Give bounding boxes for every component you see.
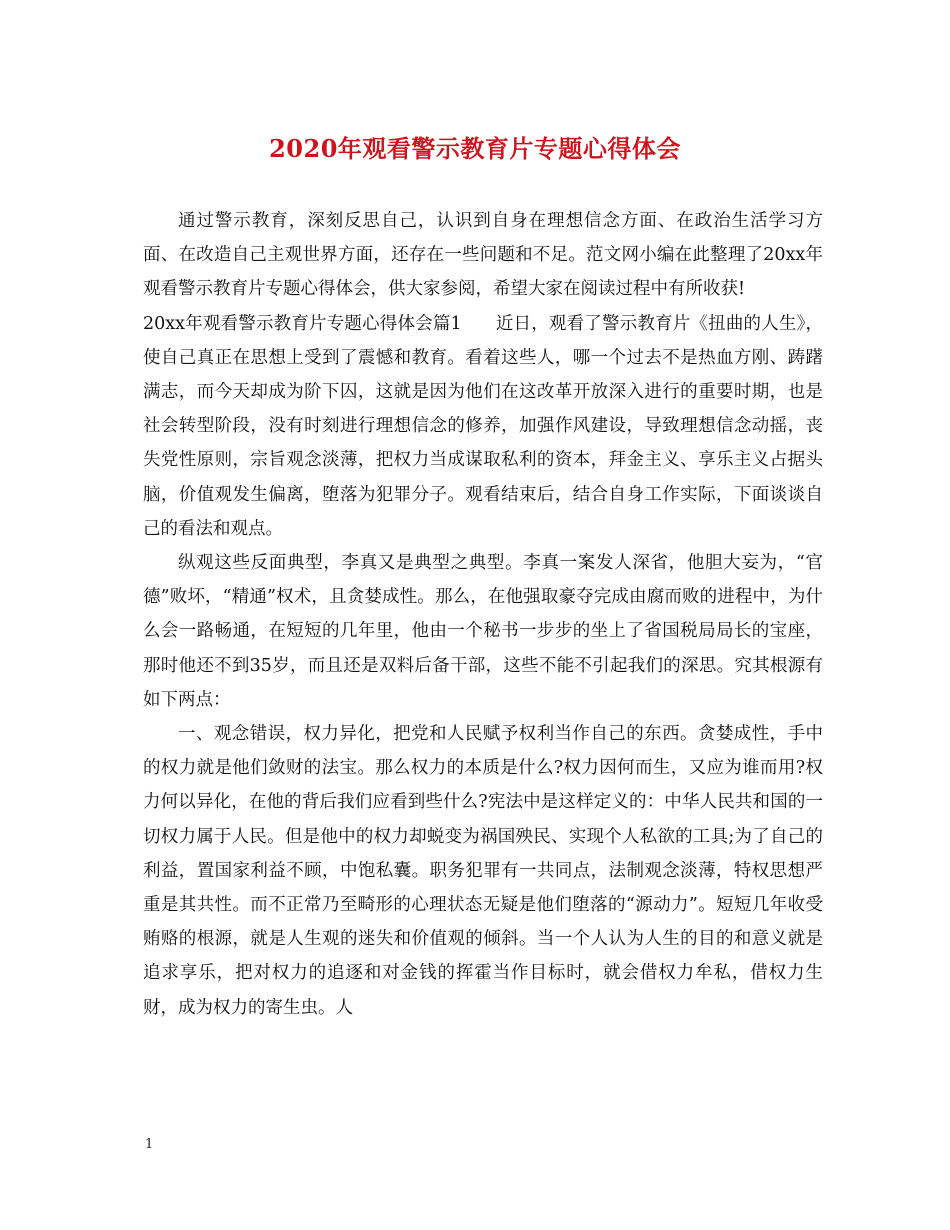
section-paragraph-text: 近日，观看了警示教育片《扭曲的人生》，使自己真正在思想上受到了震憾和教育。看着这些人，哪一个过去不是热血方刚、踌躇满志，而今天却成为阶下囚，这就是因为他们在这改革开放深入进行的重要时期，也是社会转型阶段，没有时刻进行理想信念的修养，加强作风建设，导致理想信念动摇，丧失党性原则，宗旨观念淡薄，把权力当成谋取私利的资本，拜金主义、享乐主义占据头脑，价值观发生偏离，堕落为犯罪分子。观看结束后，结合自身工作实际，下面谈谈自己的看法和观点。 [143, 313, 824, 539]
section-heading: 20xx年观看警示教育片专题心得体会篇1 [143, 313, 462, 334]
document-title: 2020年观看警示教育片专题心得体会 [269, 134, 681, 163]
document-body [143, 204, 823, 1025]
intro-paragraph: 通过警示教育，深刻反思自己，认识到自身在理想信念方面、在政治生活学习方面、在改造自己主观世界方面，还存在一些问题和不足。范文网小编在此整理了20xx年观看警示教育片专题心得体会，供大家参阅，希望大家在阅读过程中有所收获! [143, 211, 823, 300]
body-paragraph: 一、观念错误，权力异化，把党和人民赋予权利当作自己的东西。贪婪成性，手中的权力就是他们敛财的法宝。那么权力的本质是什么?权力因何而生，又应为谁而用?权力何以异化，在他的背后我们应看到些什么?宪法中是这样定义的：中华人民共和国的一切权力属于人民。但是他中的权力却蜕变为祸国殃民、实现个人私欲的工具;为了自己的利益，置国家利益不顾，中饱私囊。职务犯罪有一共同点，法制观念淡薄，特权思想严重是其共性。而不正常乃至畸形的心理状态无疑是他们堕落的“源动力”。短短几年收受贿赂的根源，就是人生观的迷失和价值观的倾斜。当一个人认为人生的目的和意义就是追求享乐，把对权力的追逐和对金钱的挥霍当作目标时，就会借权力牟私，借权力生财，成为权力的寄生虫。人 [143, 724, 823, 1018]
section-paragraph [143, 307, 823, 546]
body-paragraph: 纵观这些反面典型，李真又是典型之典型。李真一案发人深省，他胆大妄为，“官德”败坏，“精通”权术，且贪婪成性。那么，在他强取豪夺完成由腐而败的进程中，为什么会一路畅通，在短短的几年里，他由一个秘书一步步的坐上了省国税局局长的宝座，那时他还不到35岁，而且还是双料后备干部，这些不能不引起我们的深思。究其根源有如下两点： [143, 553, 823, 710]
page-number: 1 [145, 1137, 154, 1152]
